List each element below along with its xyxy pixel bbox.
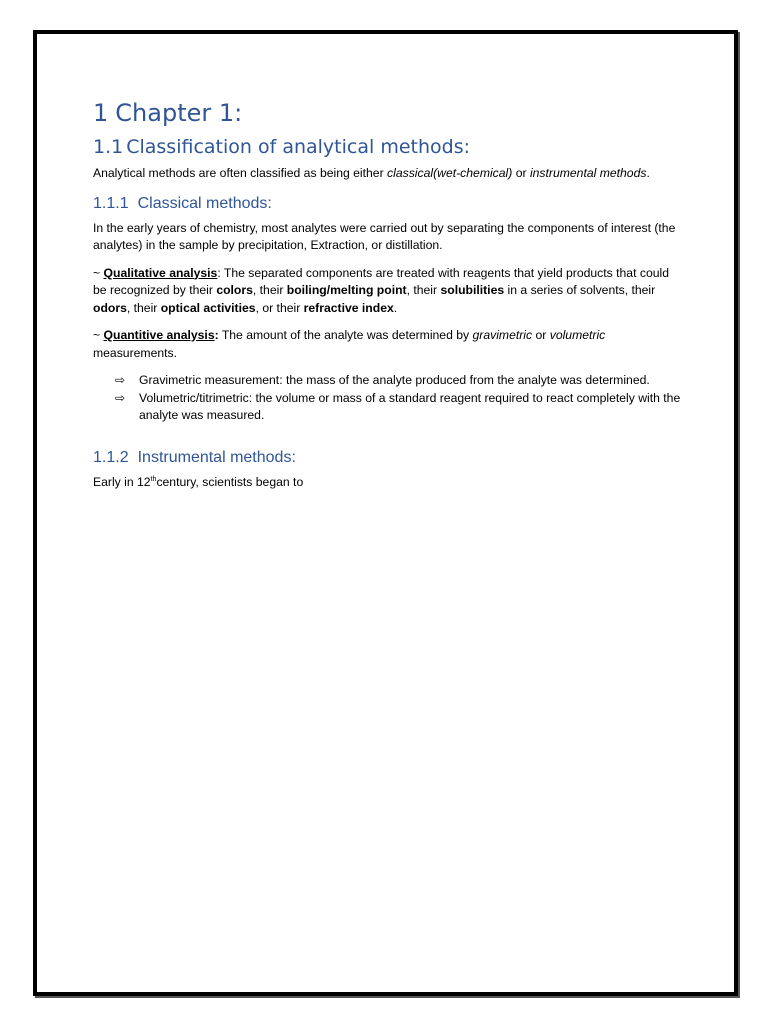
subsection-number: 1.1.1	[93, 194, 129, 212]
tilde: ~	[93, 265, 104, 280]
qualitative-label: Qualitative analysis	[103, 265, 218, 280]
list-item-text: Gravimetric measurement: the mass of the analyte produced from the analyte was determined.	[139, 373, 650, 387]
term-colors: colors	[216, 283, 253, 297]
hollow-arrow-icon: ⇨	[115, 390, 126, 405]
qualitative-paragraph	[93, 265, 683, 318]
text: Early in 12	[93, 474, 151, 489]
text: in a series of solvents, their	[504, 283, 656, 297]
term-optical: optical activities	[160, 300, 256, 315]
document-body	[93, 98, 683, 501]
list-item	[115, 390, 683, 425]
colon: :	[214, 328, 219, 342]
text: , their	[252, 283, 287, 297]
term-odors: odors	[93, 300, 127, 315]
text: .	[393, 300, 398, 315]
text: or	[532, 328, 550, 342]
tilde: ~	[93, 328, 104, 342]
text: , or their	[255, 300, 304, 315]
term-gravimetric: gravimetric	[472, 328, 533, 342]
intro-classical: classical(wet-chemical)	[387, 166, 513, 180]
list-item-text: Volumetric/titrimetric: the volume or mass of a standard reagent required to react completely with the analyte was measured.	[139, 390, 681, 422]
subsection-heading-classical	[93, 193, 683, 215]
subsection-title: Classical methods:	[137, 194, 272, 212]
intro-instrumental: instrumental methods	[529, 166, 647, 180]
quantitive-label: Quantitive analysis	[103, 328, 215, 342]
term-volumetric: volumetric	[549, 328, 606, 342]
text: , their	[126, 300, 161, 315]
text: The amount of the analyte was determined by	[218, 328, 473, 342]
term-refractive: refractive index	[303, 300, 394, 315]
intro-or: or	[512, 166, 530, 180]
superscript: th	[150, 475, 157, 483]
section-heading	[93, 135, 683, 159]
list-item	[115, 372, 683, 390]
text: : The separated components are treated with reagents that yield products that could be recognized by their	[93, 265, 669, 297]
section-number: 1.1	[93, 136, 124, 158]
section-title: Classification of analytical methods:	[126, 136, 470, 158]
hollow-arrow-icon: ⇨	[115, 373, 126, 387]
subsection-heading-instrumental	[93, 447, 683, 469]
text: measurements.	[93, 345, 177, 360]
text: century, scientists began to	[156, 474, 304, 489]
subsection-number: 1.1.2	[93, 448, 129, 466]
intro-paragraph	[93, 165, 683, 183]
chapter-title: Chapter 1:	[115, 99, 243, 127]
quantitive-paragraph	[93, 327, 683, 362]
intro-end: .	[646, 166, 650, 180]
subsection-title: Instrumental methods:	[137, 448, 296, 466]
classical-paragraph: In the early years of chemistry, most analytes were carried out by separating the components of interest (the analytes) in the sample by precipitation, Extraction, or distillation.	[93, 220, 676, 252]
term-solubilities: solubilities	[440, 283, 505, 297]
instrumental-paragraph	[93, 474, 683, 492]
intro-text: Analytical methods are often classified as being either	[93, 166, 388, 180]
term-boiling: boiling/melting point	[286, 283, 407, 297]
chapter-number: 1	[93, 99, 109, 127]
bullet-list	[115, 372, 683, 425]
text: , their	[406, 283, 441, 297]
chapter-heading	[93, 98, 683, 128]
